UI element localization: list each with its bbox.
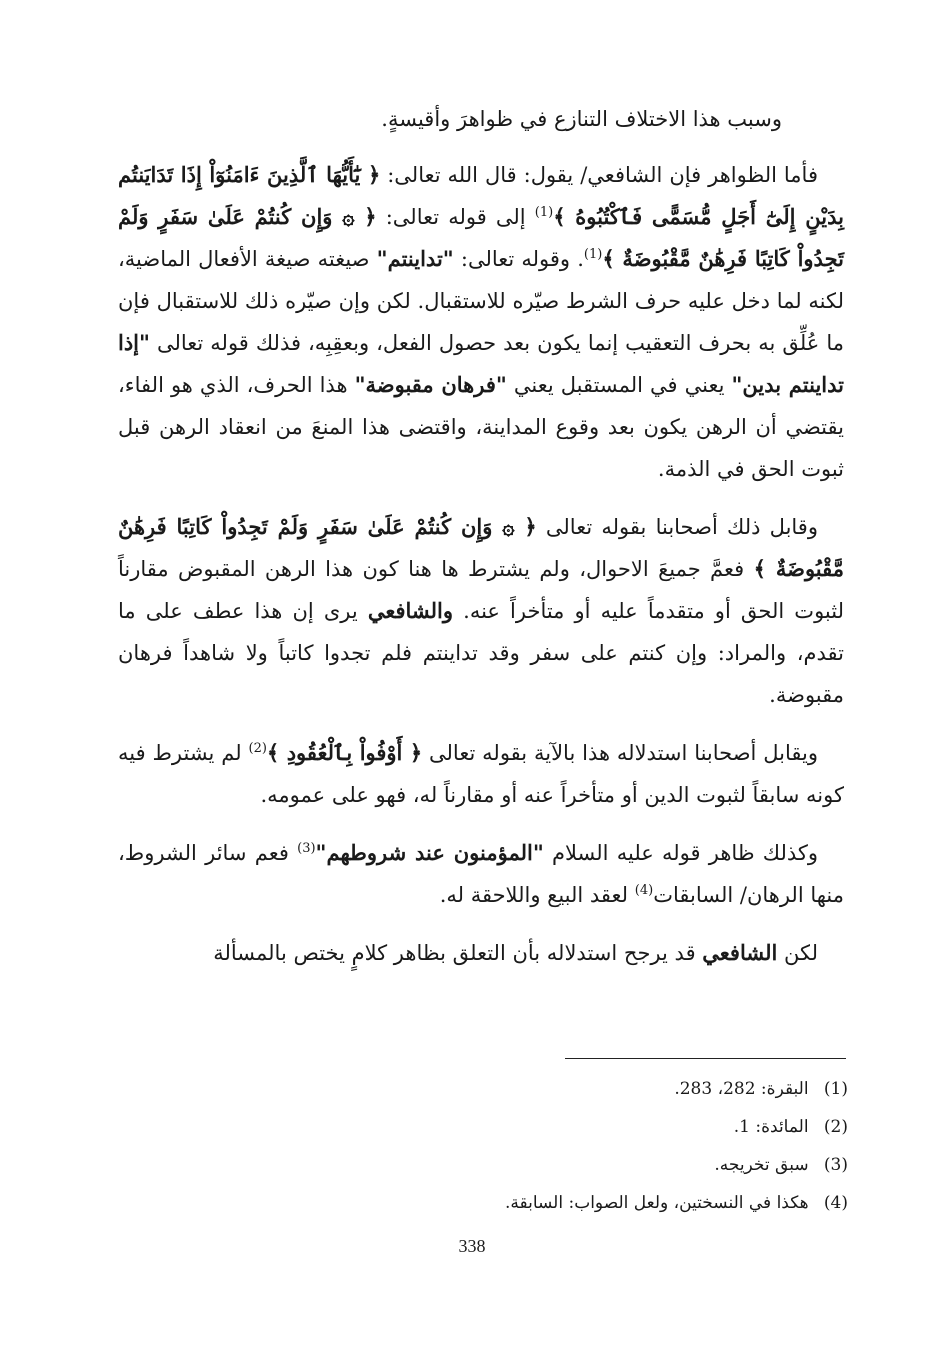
page-number: 338: [458, 1236, 486, 1256]
p5-text-b: فعم سائر الشروط، منها الرهان/ السابقات: [118, 841, 844, 907]
footnote-number: (2): [823, 1117, 848, 1137]
p3-text-b: فعمَّ جميعَ الاحوال، ولم يشترط ها هنا كون هذا الرهن المقبوض مقارناً لثبوت الحق أو متقدماً عليه أو متأخراً عنه.: [118, 557, 844, 623]
bold-shafii-2: الشافعي: [702, 940, 778, 965]
bold-quote-farihan: "فرهان مقبوضة": [354, 372, 507, 397]
footnote-item: [148, 1146, 848, 1184]
p4-text-a: ويقابل أصحابنا استدلاله هذا بالآية بقوله تعالى: [422, 741, 818, 765]
p5-text-c: لعقد البيع واللاحقة له.: [439, 883, 635, 907]
paragraph-4: [118, 732, 844, 816]
footnote-text: هكذا في النسختين، ولعل الصواب: السابقة.: [504, 1193, 809, 1213]
footnote-ref-3: (3): [297, 841, 316, 856]
p2-text-f: هذا الحرف، الذي هو الفاء، يقتضي أن الرهن يكون بعد وقوع المداينة، واقتضى هذا المنعَ من انعقاد الرهن قبل ثبوت الحق في الذمة.: [118, 373, 844, 481]
p2-text-a: فأما الظواهر فإن الشافعي/ يقول: قال الله تعالى:: [380, 163, 818, 187]
footnote-number: (4): [823, 1193, 848, 1213]
footnotes: [148, 1070, 848, 1222]
footnote-ref-2: (2): [248, 741, 267, 756]
footnote-ref-1b: (1): [583, 247, 603, 262]
p2-text-e: يعني في المستقبل يعني: [506, 373, 732, 397]
quran-verse-1: ﴿ يَٰٓأَيُّهَا ٱلَّذِينَ ءَامَنُوٓاْ إِذَا تَدَايَنتُم بِدَيْنٍ إِلَىٰٓ أَجَلٍ مُّسَمًّى فَٱكْتُبُوهُ ﴾: [118, 162, 844, 229]
bold-hadith: "المؤمنون عند شروطهم": [315, 840, 544, 865]
p5-text-a: وكذلك ظاهر قوله عليه السلام: [543, 841, 819, 865]
p3-text-c: يرى إن هذا عطف على ما تقدم، والمراد: وإن كنتم على سفر وقد تداينتم فلم تجدوا كاتباً ولا شاهداً فرهان مقبوضة.: [118, 599, 844, 707]
footnote-text: سبق تخريجه.: [714, 1155, 809, 1175]
quran-verse-3: ﴿ ۞ وَإِن كُنتُمْ عَلَىٰ سَفَرٍ وَلَمْ تَجِدُواْ كَاتِبًا فَرِهَٰنٌ مَّقْبُوضَةٌ ﴾: [118, 514, 845, 581]
footnote-item: [148, 1184, 848, 1222]
p6-text-a: لكن: [777, 941, 818, 965]
p2-text-b: إلى قوله تعالى:: [376, 205, 535, 229]
footnote-item: [148, 1070, 848, 1108]
footnote-number: (3): [823, 1155, 848, 1175]
footnote-text: المائدة: 1.: [733, 1117, 809, 1137]
footnote-text: البقرة: 282، 283.: [674, 1079, 809, 1099]
p3-text-a: وقابل ذلك أصحابنا بقوله تعالى: [536, 515, 818, 539]
p4-text-b: لم يشترط فيه كونه سابقاً لثبوت الدين أو متأخراً عنه أو مقارناً له، فهو على عمومه.: [118, 741, 844, 807]
paragraph-1-text: وسبب هذا الاختلاف التنازع في ظواهرَ وأقيسةٍ.: [381, 107, 782, 131]
bold-term-tadayantum: "تداينتم": [376, 246, 454, 271]
paragraph-6: [118, 932, 844, 974]
main-text: [118, 98, 844, 990]
bold-shafii: والشافعي: [367, 598, 454, 623]
bold-quote-idha-tadayantum: "إذا تداينتم بدين": [118, 330, 844, 397]
footnote-ref-1: (1): [534, 205, 554, 220]
footnote-item: [148, 1108, 848, 1146]
paragraph-2: [118, 154, 844, 490]
p6-text-b: قد يرجح استدلاله بأن التعلق بظاهر كلامٍ يختص بالمسألة: [213, 941, 703, 965]
quran-verse-4: ﴿ أَوْفُواْ بِٱلْعُقُودِ ﴾: [266, 740, 423, 765]
p2-text-c: . وقوله تعالى:: [453, 247, 584, 271]
footnote-number: (1): [823, 1079, 848, 1099]
footnote-ref-4: (4): [634, 883, 654, 898]
p2-text-d: صيغته صيغة الأفعال الماضية، لكنه لما دخل عليه حرف الشرط صيّره للاستقبال. لكن وإن صيّره ذلك للاستقبال فإن ما عُلِّق به بحرف التعقيب إنما يكون بعد حصول الفعل، وبعقِبِه، فذلك قوله تعالى: [118, 247, 844, 355]
paragraph-1: [118, 98, 844, 140]
paragraph-5: [118, 832, 844, 916]
footnote-separator: [565, 1058, 846, 1059]
quran-verse-2: ﴿ ۞ وَإِن كُنتُمْ عَلَىٰ سَفَرٍ وَلَمْ تَجِدُواْ كَاتِبًا فَرِهَٰنٌ مَّقْبُوضَةٌ ﴾: [118, 204, 844, 271]
paragraph-3: [118, 506, 844, 716]
